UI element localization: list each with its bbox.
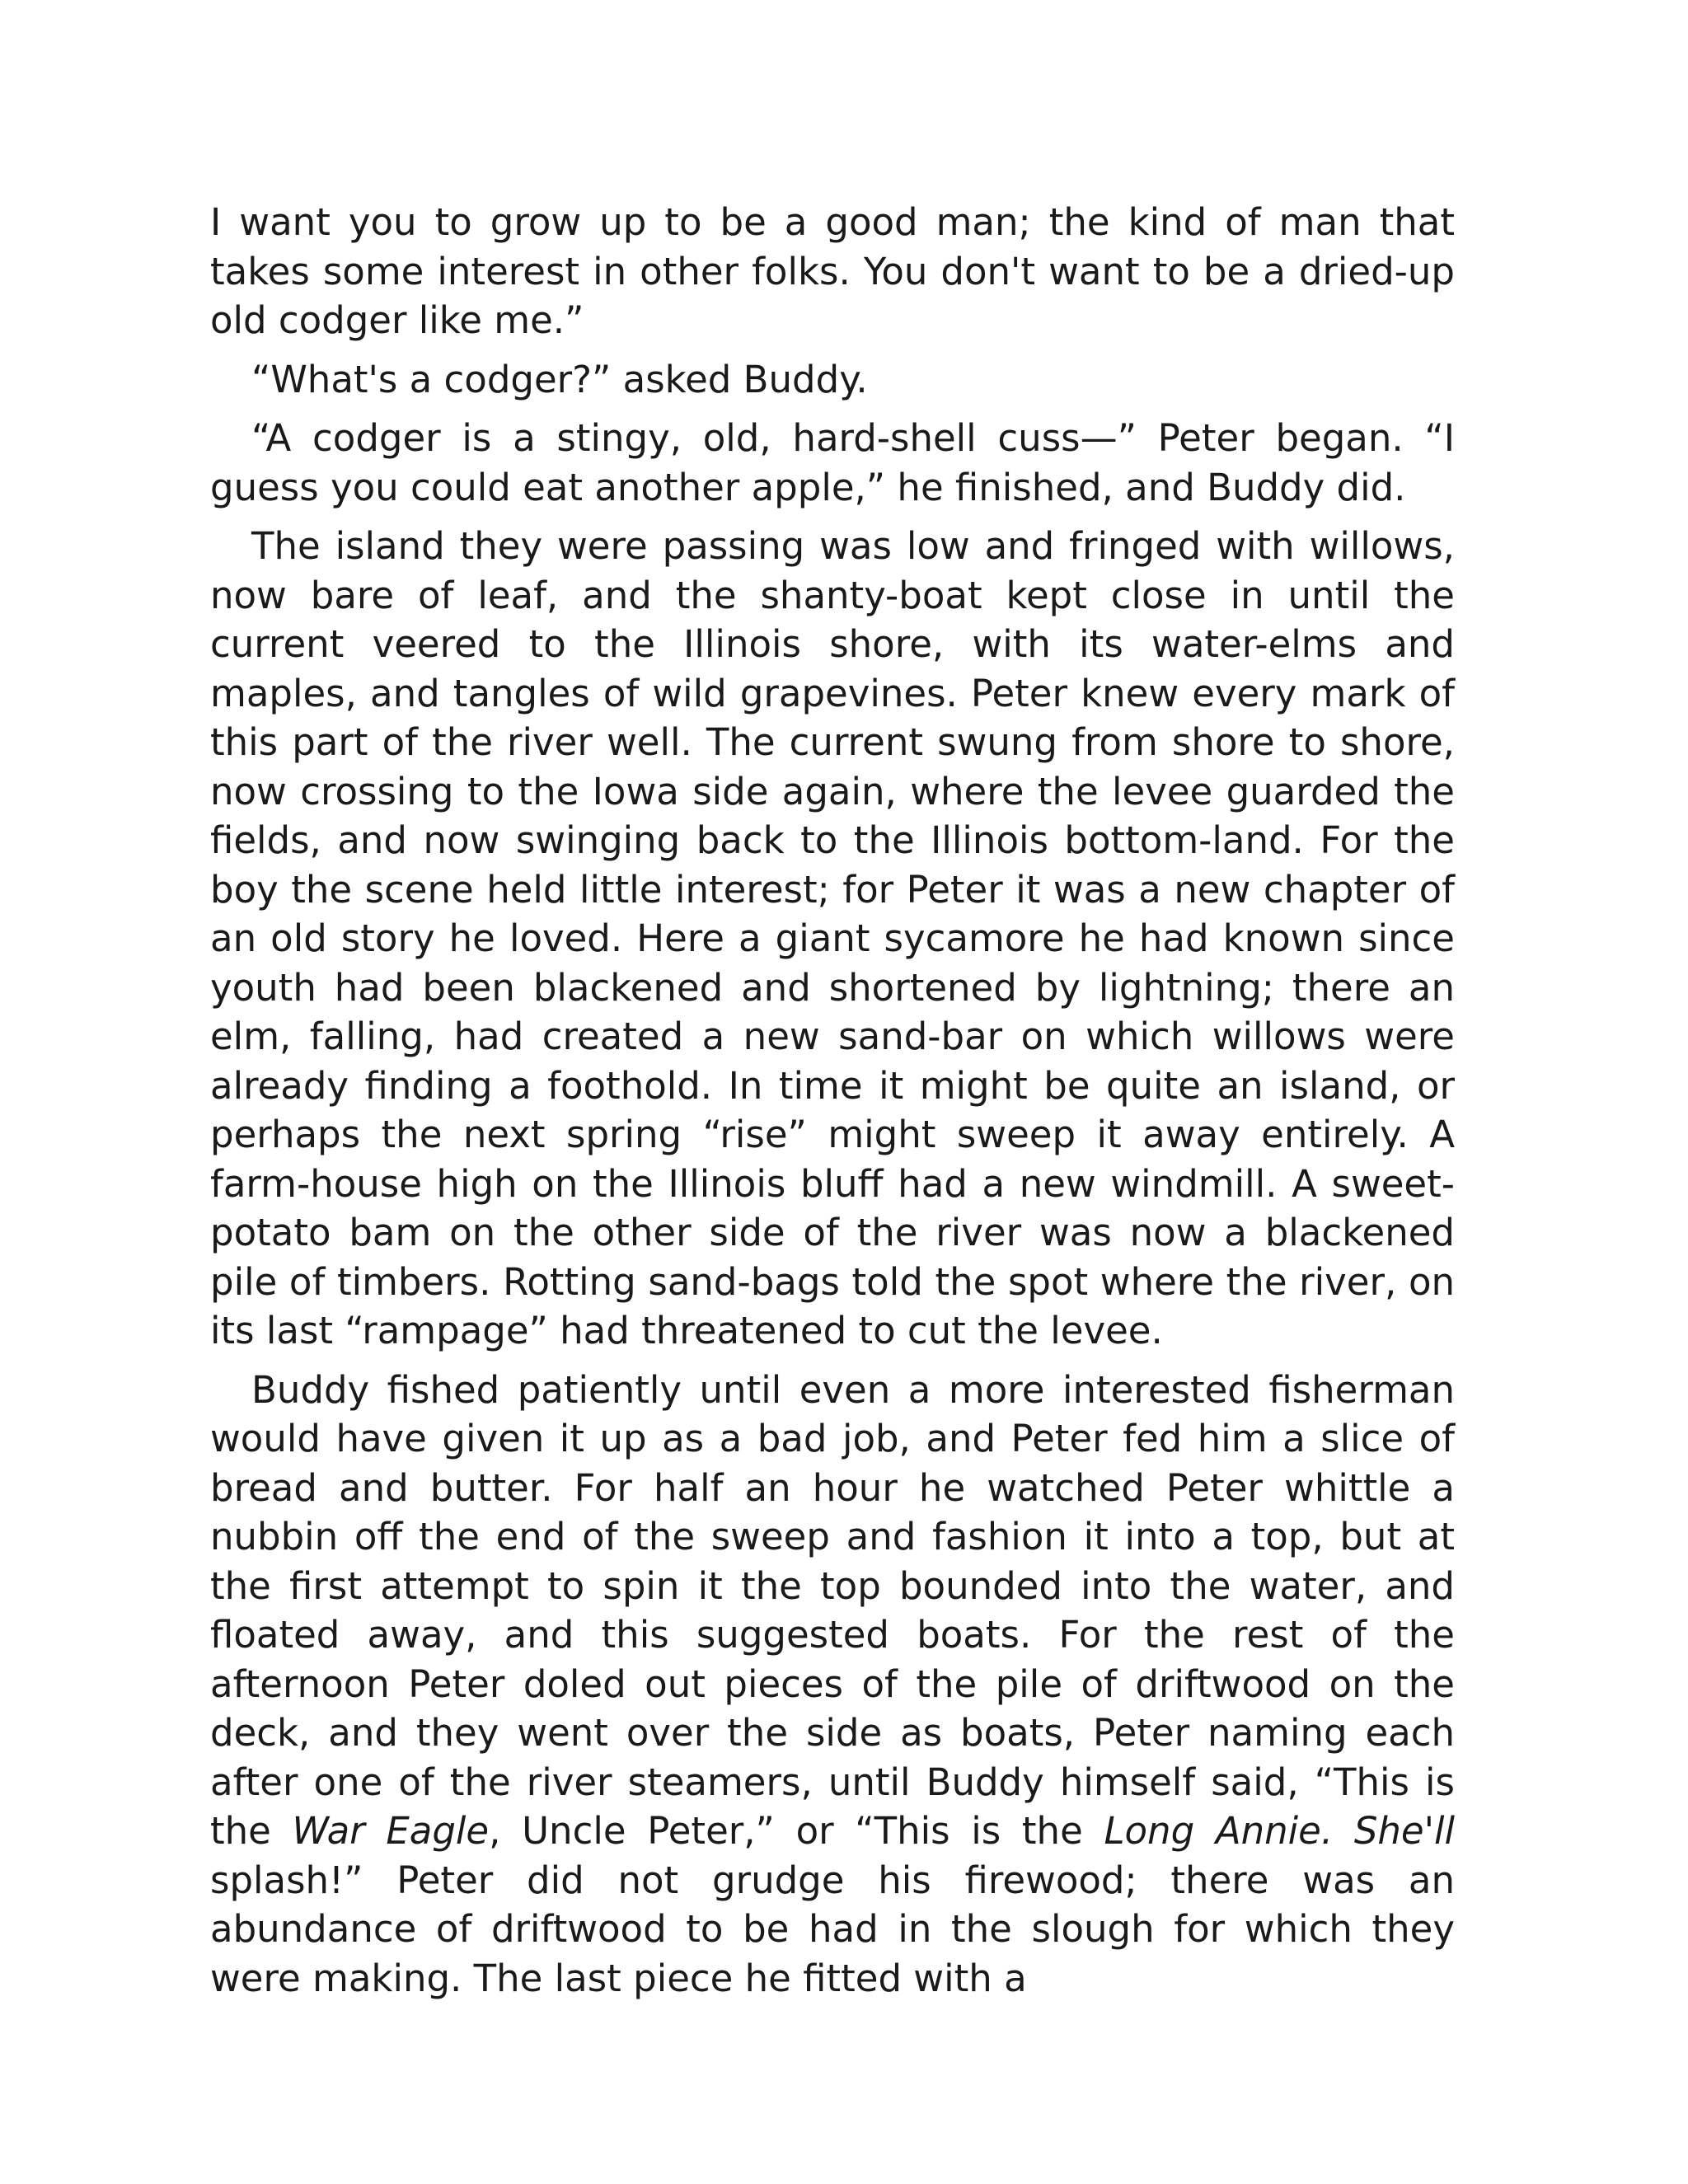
paragraph-2	[210, 355, 1455, 405]
paragraph-1	[210, 198, 1455, 345]
boat-name-war-eagle: War Eagle	[292, 1809, 490, 1853]
paragraph-5-text-1: Buddy fished patiently until even a more interested fisherman would have given it up as a bad job, and Peter fed him a slice of bread and butter. For half an hour he watched Peter whittle a nubbin off the end of the sweep and fashion it into a top, but at the first attempt to spin it the top bounded into the water, and floated away, and this suggested boats. For the rest of the afternoon Peter doled out pieces of the pile of driftwood on the deck, and they went over the side as boats, Peter naming each after one of the river steamers, until Buddy himself said, “This is the	[210, 1367, 1455, 1853]
paragraph-3	[210, 414, 1455, 512]
paragraph-1-text: I want you to grow up to be a good man; the kind of man that takes some interest in other folks. You don't want to be a dried-up old codger like me.”	[210, 200, 1455, 342]
paragraph-4-text: The island they were passing was low and fringed with willows, now bare of leaf, and the shanty-boat kept close in until the current veered to the Illinois shore, with its water-elms and maples, and tangles of wild grapevines. Peter knew every mark of this part of the river well. The current swung from shore to shore, now crossing to the Iowa side again, where the levee guarded the fields, and now swinging back to the Illinois bottom-land. For the boy the scene held little interest; for Peter it was a new chapter of an old story he loved. Here a giant sycamore he had known since youth had been blackened and shortened by lightning; there an elm, falling, had created a new sand-bar on which willows were already finding a foothold. In time it might be quite an island, or perhaps the next spring “rise” might sweep it away entirely. A farm-house high on the Illinois bluff had a new windmill. A sweet-potato bam on the other side of the river was now a blackened pile of timbers. Rotting sand-bags told the spot where the river, on its last “rampage” had threatened to cut the levee.	[210, 524, 1455, 1352]
paragraph-5-text-2: , Uncle Peter,” or “This is the	[489, 1809, 1104, 1853]
paragraph-3-text: “A codger is a stingy, old, hard-shell cuss—” Peter began. “I guess you could eat another apple,” he finished, and Buddy did.	[210, 416, 1455, 509]
paragraph-2-text: “What's a codger?” asked Buddy.	[251, 357, 868, 401]
paragraph-5	[210, 1366, 1455, 2004]
boat-name-long-annie: Long Annie. She'll	[1104, 1809, 1455, 1853]
paragraph-4	[210, 522, 1455, 1356]
page-body	[210, 198, 1455, 2013]
paragraph-5-text-3: splash!” Peter did not grudge his firewood; there was an abundance of driftwood to be had in the slough for which they were making. The last piece he fitted with a	[210, 1858, 1455, 2000]
